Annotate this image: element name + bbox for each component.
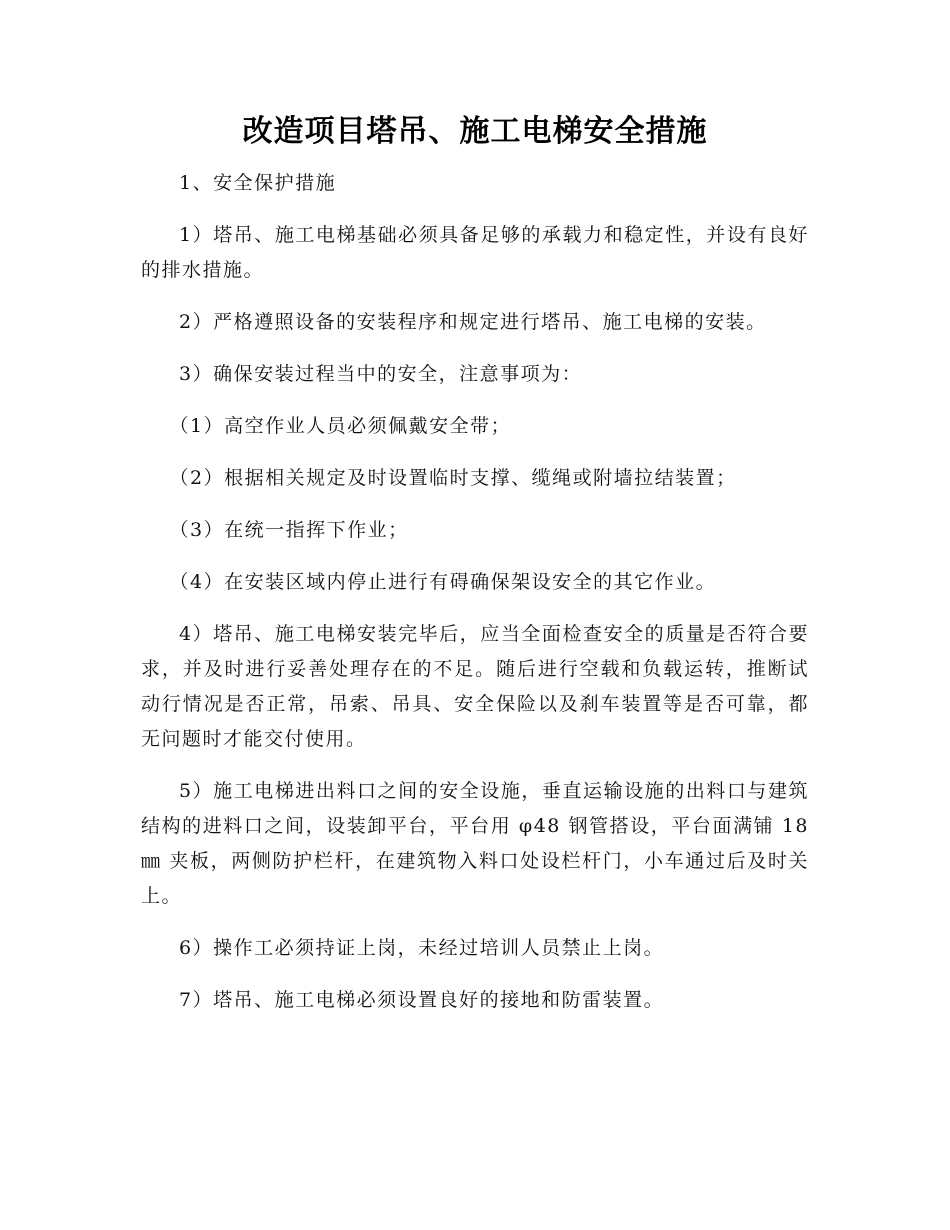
document-body — [141, 166, 809, 1035]
sub-item-2: （2）根据相关规定及时设置临时支撑、缆绳或附墙拉结装置； — [169, 467, 737, 489]
paragraph-item-7: 7）塔吊、施工电梯必须设置良好的接地和防雷装置。 — [179, 989, 665, 1011]
paragraph-item-6: 6）操作工必须持证上岗，未经过培训人员禁止上岗。 — [179, 937, 665, 959]
sub-item-1: （1）高空作业人员必须佩戴安全带； — [169, 415, 512, 437]
sub-item-3: （3）在统一指挥下作业； — [169, 519, 409, 541]
paragraph-item-3: 3）确保安装过程当中的安全，注意事项为： — [179, 363, 583, 385]
section-heading-safety-measures: 1、安全保护措施 — [179, 172, 337, 194]
document-title: 改造项目塔吊、施工电梯安全措施 — [242, 114, 708, 149]
paragraph-item-4: 4）塔吊、施工电梯安装完毕后，应当全面检查安全的质量是否符合要求，并及时进行妥善处理存在的不足。随后进行空载和负载运转，推断试动行情况是否正常，吊索、吊具、安全保险以及刹车装置等是否可靠，都无问题时才能交付使用。 — [141, 623, 809, 750]
paragraph-item-1: 1）塔吊、施工电梯基础必须具备足够的承载力和稳定性，并设有良好的排水措施。 — [141, 224, 809, 281]
sub-item-4: （4）在安装区域内停止进行有碍确保架设安全的其它作业。 — [169, 571, 717, 593]
paragraph-item-5: 5）施工电梯进出料口之间的安全设施，垂直运输设施的出料口与建筑结构的进料口之间，设装卸平台，平台用 φ48 钢管搭设，平台面满铺 18㎜ 夹板，两侧防护栏杆，在建筑物入料口处设栏杆门，小车通过后及时关上。 — [141, 780, 809, 907]
paragraph-item-2: 2）严格遵照设备的安装程序和规定进行塔吊、施工电梯的安装。 — [179, 311, 767, 333]
